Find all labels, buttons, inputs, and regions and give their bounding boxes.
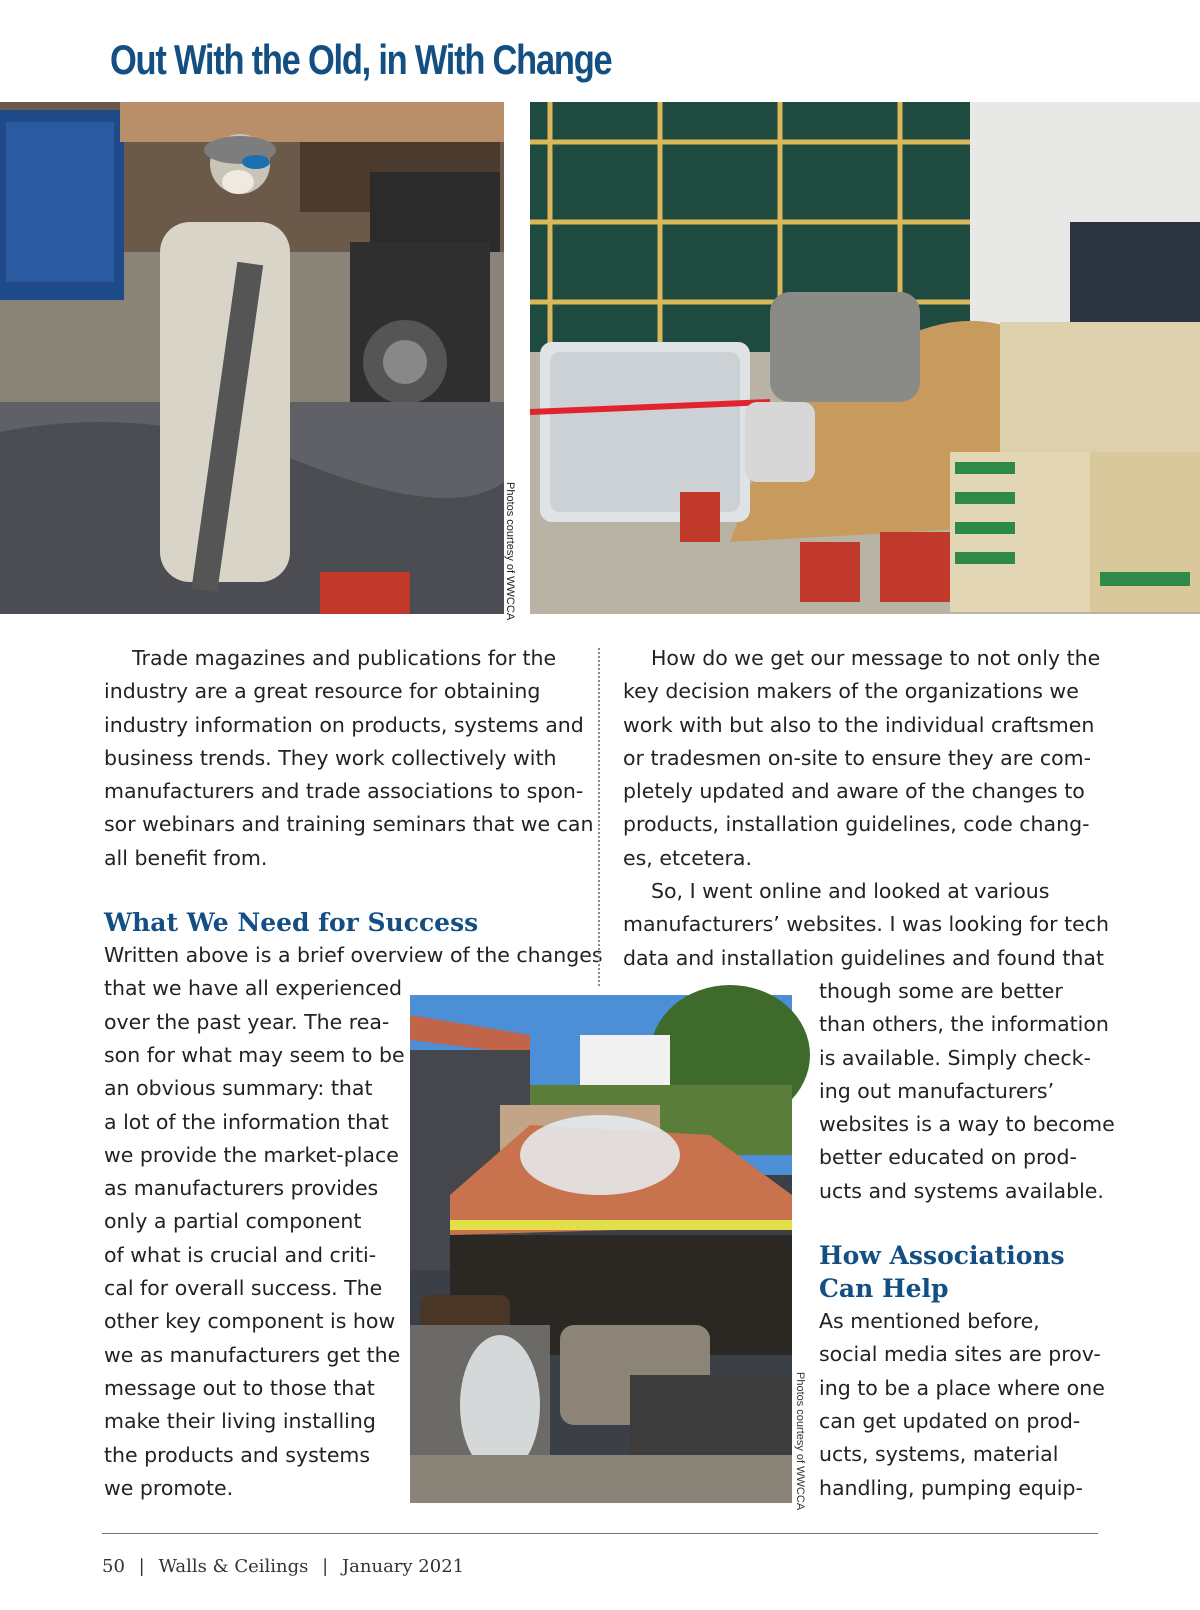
text-line: the products and systems [104, 1442, 371, 1467]
photo-worker [0, 102, 516, 621]
text-line: industry information on products, systems and [104, 712, 584, 737]
text-line: we promote. [104, 1475, 234, 1500]
text-line: manufacturers’ websites. I was looking for tech [623, 912, 1110, 937]
text-line: manufacturers and trade associations to spon- [104, 779, 584, 804]
text-line: son for what may seem to be [104, 1042, 405, 1067]
text-line: all benefit from. [104, 845, 268, 870]
photo-credit-1: Photos courtesy of WWCCA [504, 482, 516, 621]
text-line: How do we get our message to not only the [651, 646, 1101, 670]
intro-paragraph [104, 642, 594, 875]
text-line: though some are better [819, 979, 1063, 1003]
text-line: business trends. They work collectively with [104, 745, 557, 770]
text-line: key decision makers of the organizations we [623, 679, 1079, 704]
text-line: that we have all experienced [104, 976, 402, 1001]
text-line: make their living installing [104, 1409, 376, 1434]
text-line: ucts and systems available. [819, 1178, 1104, 1203]
text-line: work with but also to the individual craftsmen [623, 712, 1095, 737]
footer [102, 1556, 464, 1577]
issue-date: January 2021 [341, 1556, 465, 1577]
section-heading-success: What We Need for Success [104, 908, 479, 938]
right-column [623, 642, 1110, 975]
footer-separator: | [322, 1556, 329, 1577]
text-line: of what is crucial and criti- [104, 1242, 377, 1267]
associations-paragraph [819, 1305, 1119, 1505]
text-line: Written above is a brief overview of the changes [104, 943, 603, 968]
text-line: Trade magazines and publications for the [132, 646, 557, 670]
text-line: ucts, systems, material [819, 1442, 1059, 1467]
photo-jobsite [530, 102, 1200, 614]
text-line: a lot of the information that [104, 1109, 389, 1134]
text-line: handling, pumping equip- [819, 1475, 1083, 1500]
text-line: products, installation guidelines, code chang- [623, 812, 1090, 837]
text-line: other key component is how [104, 1309, 396, 1334]
text-line: we as manufacturers get the [104, 1342, 401, 1367]
page-number: 50 [102, 1556, 125, 1577]
text-line: is available. Simply check- [819, 1045, 1091, 1070]
magazine-name: Walls & Ceilings [158, 1556, 309, 1577]
text-line: cal for overall success. The [104, 1276, 383, 1301]
text-line: an obvious summary: that [104, 1076, 373, 1101]
text-line: sor webinars and training seminars that we can [104, 812, 594, 837]
footer-rule [102, 1533, 1098, 1534]
page-title: Out With the Old, in With Change [110, 36, 612, 83]
heading-line: How Associations [819, 1241, 1065, 1271]
column-divider [598, 648, 600, 986]
text-line: we provide the market-place [104, 1142, 399, 1167]
photo-credit-2: Photos courtesy of WWCCA [794, 1372, 806, 1511]
text-line: only a partial component [104, 1209, 362, 1234]
photo-roof [410, 995, 792, 1503]
text-line: ing to be a place where one [819, 1375, 1105, 1400]
websites-paragraph [623, 875, 1110, 975]
text-line: ing out manufacturers’ [819, 1078, 1055, 1103]
text-line: over the past year. The rea- [104, 1009, 390, 1034]
text-line: So, I went online and looked at various [651, 879, 1050, 904]
text-line: As mentioned before, [819, 1309, 1040, 1334]
text-line: better educated on prod- [819, 1145, 1077, 1170]
text-line: social media sites are prov- [819, 1342, 1101, 1367]
text-line: message out to those that [104, 1375, 375, 1400]
text-line: pletely updated and aware of the changes to [623, 779, 1085, 804]
footer-separator: | [138, 1556, 145, 1577]
text-line: as manufacturers provides [104, 1176, 379, 1201]
text-line: es, etcetera. [623, 845, 753, 870]
websites-paragraph-continued [819, 975, 1119, 1208]
heading-line: Can Help [819, 1274, 949, 1304]
section-heading-associations [819, 1239, 1119, 1305]
text-line: than others, the information [819, 1012, 1109, 1037]
text-line: industry are a great resource for obtaining [104, 679, 541, 704]
text-line: data and installation guidelines and found that [623, 945, 1104, 970]
text-line: or tradesmen on-site to ensure they are com- [623, 745, 1092, 770]
text-line: can get updated on prod- [819, 1408, 1081, 1433]
text-line: websites is a way to become [819, 1112, 1115, 1137]
right-narrow-column [819, 975, 1119, 1505]
message-paragraph [623, 642, 1103, 875]
